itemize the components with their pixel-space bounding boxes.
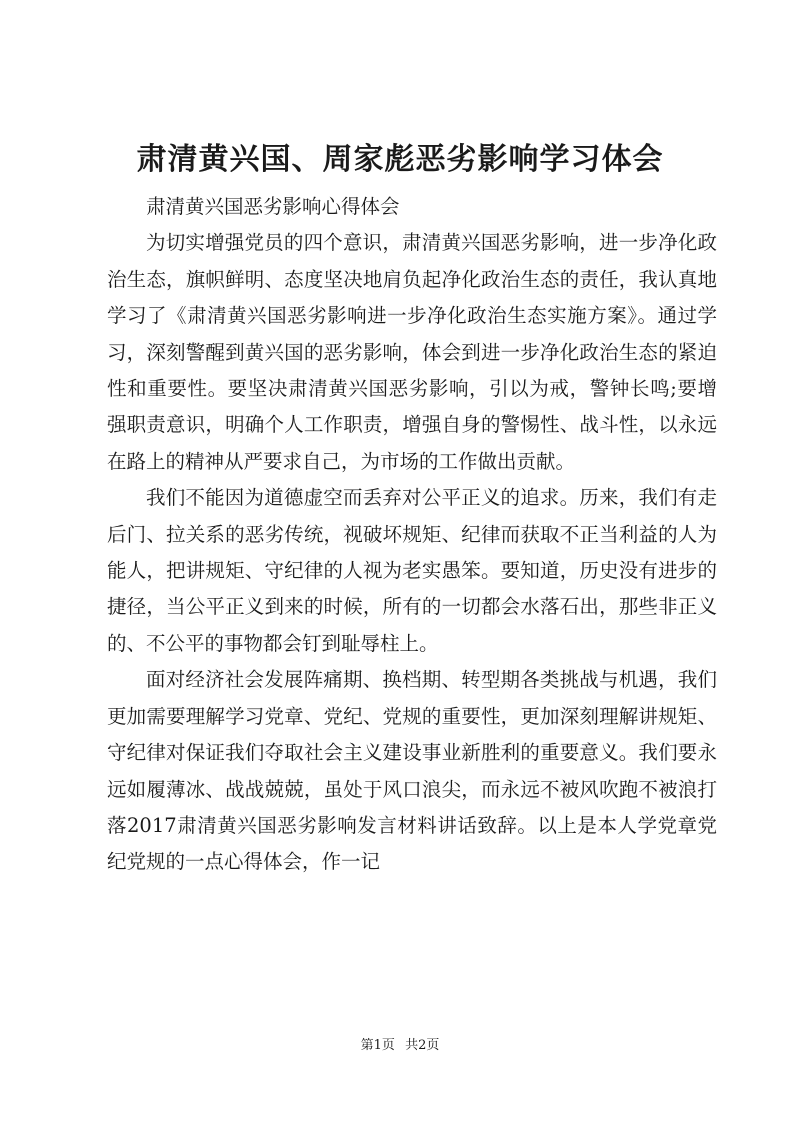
body-paragraph: 肃清黄兴国恶劣影响心得体会 <box>146 195 400 218</box>
body-paragraph: 为切实增强党员的四个意识，肃清黄兴国恶劣影响，进一步净化政治生态，旗帜鲜明、态度坚决地肩负起净化政治生态的责任，我认真地学习了《肃清黄兴国恶劣影响进一步净化政治生态实施方案》。通过学习，深刻警醒到黄兴国的恶劣影响，体会到进一步净化政治生态的紧迫性和重要性。要坚决肃清黄兴国恶劣影响，引以为戒，警钟长鸣;要增强职责意识，明确个人工作职责，增强自身的警惕性、战斗性，以永远在路上的精神从严要求自己，为市场的工作做出贡献。 <box>107 231 717 473</box>
document-body <box>107 189 717 881</box>
document-title: 肃清黄兴国、周家彪恶劣影响学习体会 <box>136 142 664 177</box>
page-number: 第1页 <box>360 1038 395 1053</box>
page-total: 共2页 <box>405 1038 440 1053</box>
body-paragraph: 面对经济社会发展阵痛期、换档期、转型期各类挑战与机遇，我们更加需要理解学习党章、党纪、党规的重要性，更加深刻理解讲规矩、守纪律对保证我们夺取社会主义建设事业新胜利的重要意义。我们要永远如履薄冰、战战兢兢，虽处于风口浪尖，而永远不被风吹跑不被浪打落2017肃清黄兴国恶劣影响发言材料讲话致辞。以上是本人学党章党纪党规的一点心得体会，作一记 <box>107 668 717 874</box>
page-footer <box>0 1037 800 1055</box>
body-paragraph: 我们不能因为道德虚空而丢弃对公平正义的追求。历来，我们有走后门、拉关系的恶劣传统，视破坏规矩、纪律而获取不正当利益的人为能人，把讲规矩、守纪律的人视为老实愚笨。要知道，历史没有进步的捷径，当公平正义到来的时候，所有的一切都会水落石出，那些非正义的、不公平的事物都会钉到耻辱柱上。 <box>107 486 717 655</box>
